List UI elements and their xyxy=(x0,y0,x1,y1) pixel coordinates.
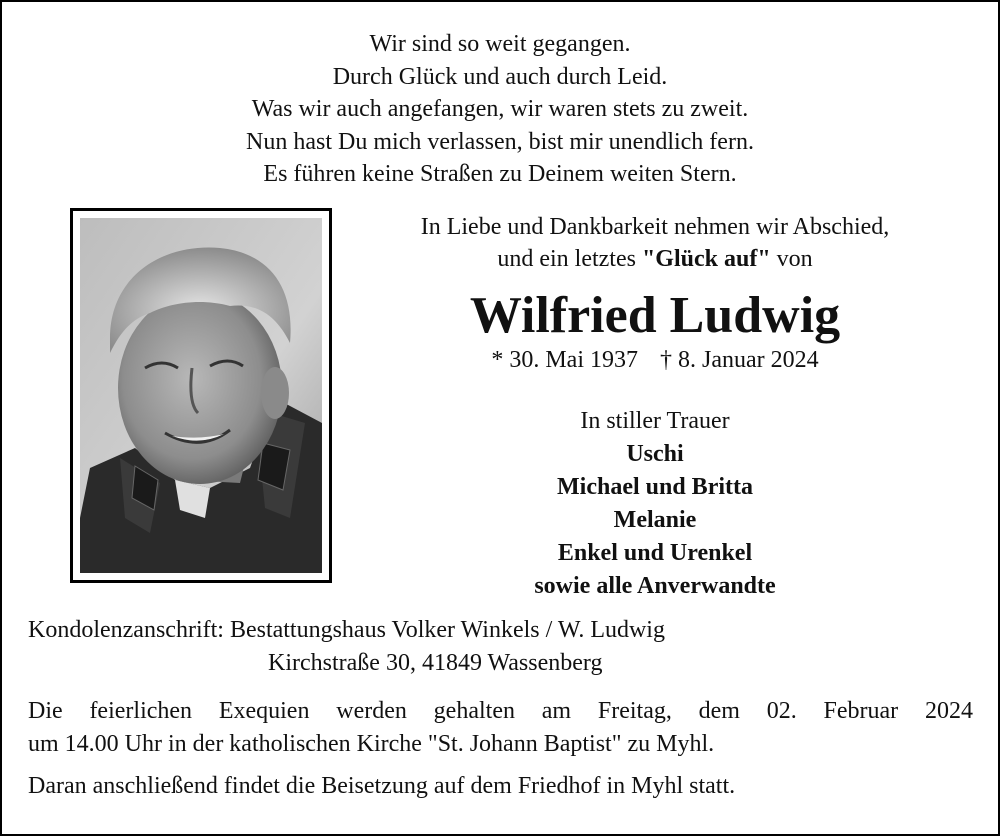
mourner-name: Michael und Britta xyxy=(557,474,753,500)
funeral-service-text xyxy=(28,695,973,761)
birth-date: * 30. Mai 1937 xyxy=(491,347,639,373)
portrait-photo-frame xyxy=(70,208,332,583)
intro-line: In Liebe und Dankbarkeit nehmen wir Abschied, xyxy=(420,214,890,240)
service-line-justified xyxy=(28,695,973,728)
condolence-line: Kirchstraße 30, 41849 Wassenberg xyxy=(268,650,603,676)
poem-line: Wir sind so weit gegangen. xyxy=(369,31,631,57)
service-word: 2024 xyxy=(924,698,973,724)
poem-line: Nun hast Du mich verlassen, bist mir unendlich fern. xyxy=(246,128,754,155)
service-word: werden xyxy=(336,698,407,724)
poem-line: Es führen keine Straßen zu Deinem weiten Stern. xyxy=(263,161,737,187)
poem-line: Durch Glück und auch durch Leid. xyxy=(332,63,668,90)
service-word: gehalten xyxy=(433,698,515,724)
service-word: 02. xyxy=(766,698,797,724)
service-word: feierlichen xyxy=(89,698,193,724)
service-word: dem xyxy=(698,698,740,724)
service-line: um 14.00 Uhr in der katholischen Kirche "St. Johann Baptist" zu Myhl. xyxy=(28,731,715,757)
service-word: Freitag, xyxy=(597,698,672,724)
poem xyxy=(0,28,1000,191)
mourner-name: Enkel und Urenkel xyxy=(557,540,753,566)
service-word: am xyxy=(541,698,572,724)
intro-line xyxy=(350,243,960,275)
condolence-line: Kondolenzanschrift: Bestattungshaus Volker Winkels / W. Ludwig xyxy=(28,617,665,643)
deceased-name: Wilfried Ludwig xyxy=(469,287,841,344)
mourner-name: Uschi xyxy=(626,441,684,467)
intro-text-part: und ein letztes xyxy=(497,246,642,272)
service-word: Exequien xyxy=(218,698,310,724)
mourners xyxy=(350,405,960,603)
life-dates xyxy=(350,345,960,375)
condolence-address xyxy=(28,614,828,680)
service-word: Die xyxy=(28,698,63,724)
service-word: Februar xyxy=(823,698,899,724)
mourner-name: sowie alle Anverwandte xyxy=(534,573,776,599)
portrait-photo xyxy=(80,218,322,573)
announcement-block xyxy=(350,211,960,603)
intro-text xyxy=(350,211,960,275)
mourner-name: Melanie xyxy=(613,507,697,533)
burial-text: Daran anschließend findet die Beisetzung auf dem Friedhof in Myhl statt. xyxy=(28,773,736,799)
poem-line: Was wir auch angefangen, wir waren stets zu zweit. xyxy=(251,96,749,122)
glueck-auf-text: "Glück auf" xyxy=(641,246,771,272)
intro-text-part: von xyxy=(770,246,813,272)
death-date: † 8. Januar 2024 xyxy=(660,347,819,373)
mourners-label: In stiller Trauer xyxy=(580,408,730,434)
